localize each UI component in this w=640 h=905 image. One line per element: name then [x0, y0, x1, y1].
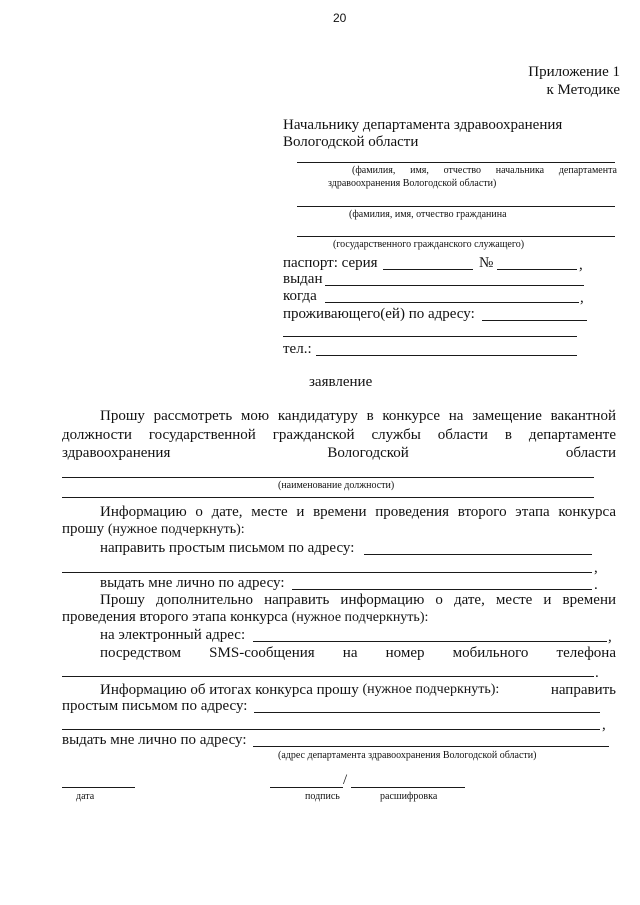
request-line-1: Прошу рассмотреть мою кандидатуру в конкурсе на замещение вакантной: [100, 408, 616, 424]
citizen-name-field[interactable]: [297, 206, 615, 207]
personal-address-field[interactable]: [292, 589, 592, 590]
document-title: заявление: [309, 374, 373, 390]
stage2-info-line-1: Информацию о дате, месте и времени проведения второго этапа конкурса: [100, 504, 616, 520]
results-mail-comma: ,: [602, 717, 606, 733]
position-field[interactable]: [62, 477, 594, 478]
results-mail-field[interactable]: [254, 712, 600, 713]
date-field[interactable]: [62, 787, 135, 788]
addressee-line-1: Начальнику департамента здравоохранения: [283, 117, 563, 133]
email-option-label: на электронный адрес:: [100, 627, 246, 643]
position-hint: (наименование должности): [278, 480, 395, 491]
issued-by-field[interactable]: [325, 285, 584, 286]
phone-number-field[interactable]: [62, 676, 594, 677]
request-line-3: здравоохранения Вологодской области: [62, 445, 616, 461]
mail-address-comma: ,: [594, 560, 598, 576]
phone-label: тел.:: [283, 341, 312, 357]
phone-field[interactable]: [316, 355, 577, 356]
mail-option-label: направить простым письмом по адресу:: [100, 540, 355, 556]
issue-date-comma: ,: [580, 290, 584, 306]
position-field-2[interactable]: [62, 497, 594, 498]
additional-info-line-2: проведения второго этапа конкурса (нужное подчеркнуть):: [62, 609, 429, 625]
signature-decode-label: расшифровка: [380, 791, 438, 802]
signature-slash: /: [343, 772, 348, 788]
appendix-label: Приложение 1: [528, 64, 620, 80]
civil-servant-hint: (государственного гражданского служащего): [333, 239, 525, 250]
results-personal-field[interactable]: [253, 746, 609, 747]
mail-address-field-2[interactable]: [62, 572, 592, 573]
addressee-line-2: Вологодской области: [283, 134, 419, 150]
signature-field[interactable]: [270, 787, 343, 788]
page-number: 20: [333, 11, 347, 25]
residence-field[interactable]: [482, 320, 587, 321]
stage2-info-line-2: прошу (нужное подчеркнуть):: [62, 521, 245, 537]
personal-option-label: выдать мне лично по адресу:: [100, 575, 285, 591]
results-mail-field-2[interactable]: [62, 729, 600, 730]
passport-number-sign: №: [479, 255, 494, 271]
mail-address-field[interactable]: [364, 554, 592, 555]
residence-label: проживающего(ей) по адресу:: [283, 306, 475, 322]
head-name-hint-1: (фамилия, имя, отчество начальника департамента: [352, 165, 617, 176]
residence-field-2[interactable]: [283, 336, 577, 337]
results-mail-label: простым письмом по адресу:: [62, 698, 248, 714]
results-info-line-1: Информацию об итогах конкурса прошу (нужное подчеркнуть): направить: [100, 682, 616, 698]
passport-series-label: паспорт: серия: [283, 255, 378, 271]
email-field[interactable]: [253, 641, 607, 642]
phone-number-period: .: [595, 665, 599, 681]
issue-date-label: когда: [283, 288, 317, 304]
request-line-2: должности государственной гражданской службы области в департаменте: [62, 427, 616, 443]
additional-info-line-1: Прошу дополнительно направить информацию о дате, месте и времени: [100, 592, 616, 608]
results-personal-label: выдать мне лично по адресу:: [62, 732, 247, 748]
head-name-field[interactable]: [297, 162, 615, 163]
passport-number-field[interactable]: [497, 269, 577, 270]
passport-comma: ,: [579, 257, 583, 273]
signature-decode-field[interactable]: [351, 787, 465, 788]
citizen-name-hint: (фамилия, имя, отчество гражданина: [349, 209, 507, 220]
appendix-reference: к Методике: [546, 82, 620, 98]
date-label: дата: [76, 791, 95, 802]
personal-address-period: .: [594, 577, 598, 593]
citizen-name-field-2[interactable]: [297, 236, 615, 237]
signature-label: подпись: [305, 791, 340, 802]
issue-date-field[interactable]: [325, 302, 579, 303]
sms-option-line: посредством SMS-сообщения на номер мобильного телефона: [100, 645, 616, 661]
head-name-hint-2: здравоохранения Вологодской области): [328, 178, 497, 189]
email-comma: ,: [608, 629, 612, 645]
dept-address-hint: (адрес департамента здравоохранения Вологодской области): [278, 750, 537, 761]
passport-series-field[interactable]: [383, 269, 473, 270]
issued-by-label: выдан: [283, 271, 323, 287]
